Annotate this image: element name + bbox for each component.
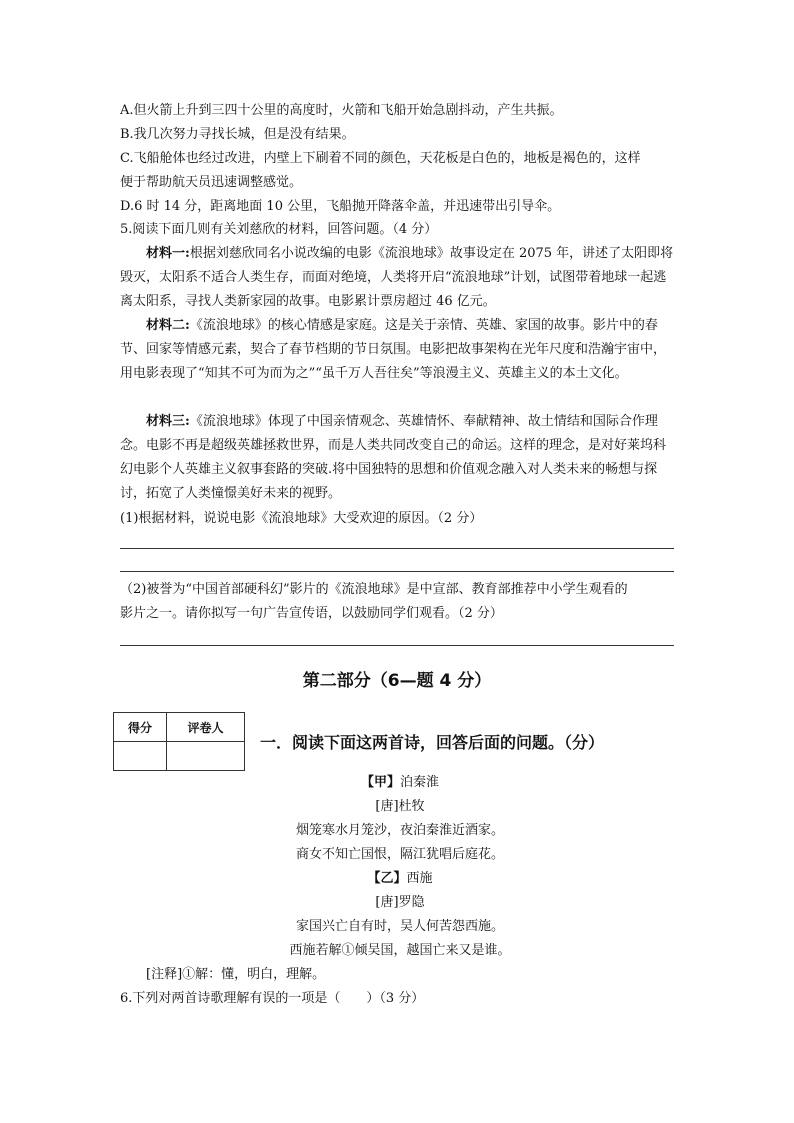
question-5-stem: 5.阅读下面几则有关刘慈欣的材料，回答问题。（4 分） — [120, 222, 438, 237]
option-c: C.飞船舱体也经过改进，内壁上下刷着不同的颜色，天花板是白色的，地板是褐色的，这样 — [120, 151, 641, 166]
score-header: 得分 — [114, 713, 167, 742]
option-b: B.我几次努力寻找长城，但是没有结果。 — [120, 127, 355, 142]
option-c-continued: 便于帮助航天员迅速调整感觉。 — [120, 175, 303, 190]
material-2-text: 《流浪地球》的核心情感是家庭。这是关于亲情、英雄、家国的故事。影片中的春节、回家等情感元素，契合了春节档期的节日氛围。电影把故事架构在光年尺度和浩瀚宇宙中，用电影表现了“知其不可为而为之”“虽千万人吾往矣”等浪漫主义、英雄主义的本土文化。 — [120, 318, 667, 381]
poem-1-bracket: 【甲】 — [360, 775, 400, 790]
material-2-label: 材料二: — [146, 318, 190, 333]
material-3 — [120, 410, 676, 506]
answer-line-3 — [120, 645, 674, 646]
poem-2-bracket: 【乙】 — [367, 871, 407, 886]
poem-1-title-text: 泊秦淮 — [400, 775, 440, 790]
poem-2-line-1: 家国兴亡自有时，吴人何苦怨西施。 — [295, 919, 504, 934]
grader-header: 评卷人 — [167, 713, 245, 742]
sub-question-2-line-1: （2)被誉为“中国首部硬科幻”影片的《流浪地球》是中宣部、教育部推荐中小学生观看的 — [120, 582, 628, 597]
sub-question-2-line-2: 影片之一。请你拟写一句广告宣传语，以鼓励同学们观看。（2 分） — [120, 606, 503, 621]
poem-1-line-2: 商女不知亡国恨，隔江犹唱后庭花。 — [295, 847, 504, 862]
poem-2-author: [唐]罗隐 — [375, 895, 425, 910]
score-cell[interactable] — [114, 742, 167, 771]
option-a: A.但火箭上升到三四十公里的高度时，火箭和飞船开始急剧抖动，产生共振。 — [120, 103, 563, 118]
poem-1-line-1: 烟笼寒水月笼沙，夜泊秦淮近酒家。 — [295, 823, 504, 838]
material-1-label: 材料一: — [146, 246, 190, 261]
answer-line-1 — [120, 548, 674, 549]
poem-1 — [220, 771, 580, 867]
material-3-label: 材料三: — [146, 414, 190, 429]
option-d: D.6 时 14 分，距离地面 10 公里，飞船抛开降落伞盖，并迅速带出引导伞。 — [120, 199, 561, 214]
question-6: 6.下列对两首诗歌理解有误的一项是（ ）（3 分） — [120, 991, 425, 1006]
grader-cell[interactable] — [167, 742, 245, 771]
poem-note: [注释]①解：懂，明白，理解。 — [146, 967, 326, 982]
material-3-text: 《流浪地球》体现了中国亲情观念、英雄情怀、奉献精神、故土情结和国际合作理念。电影不再是超级英雄拯救世界，而是人类共同改变自己的命运。这样的理念，是对好莱坞科幻电影个人英雄主义叙事套路的突破.将中国独特的思想和价值观念融入对人类未来的畅想与探讨，拓宽了人类憧憬美好未来的视野。 — [120, 414, 667, 501]
sub-question-1: (1)根据材料，说说电影《流浪地球》大受欢迎的原因。（2 分） — [120, 511, 483, 526]
material-1-text: 根据刘慈欣同名小说改编的电影《流浪地球》故事设定在 2075 年，讲述了太阳即将毁灭，太阳系不适合人类生存，而面对绝境，人类将开启“流浪地球”计划，试图带着地球一起逃离太阳系，寻找人类新家园的故事。电影累计票房超过 46 亿元。 — [120, 246, 674, 309]
poem-2-line-2: 西施若解①倾吴国，越国亡来又是谁。 — [289, 943, 511, 958]
answer-line-2 — [120, 571, 674, 572]
poem-2-title — [220, 867, 580, 891]
poem-1-author: [唐]杜牧 — [375, 799, 425, 814]
material-2 — [120, 314, 676, 386]
score-table — [113, 712, 245, 771]
question-heading: 一．阅读下面这两首诗，回答后面的问题。（分） — [260, 733, 605, 752]
poem-2-title-text: 西施 — [406, 871, 433, 886]
poem-1-title — [220, 771, 580, 795]
poem-2 — [220, 867, 580, 963]
section-title: 第二部分（6—题 4 分） — [302, 671, 492, 691]
material-1 — [120, 242, 676, 314]
